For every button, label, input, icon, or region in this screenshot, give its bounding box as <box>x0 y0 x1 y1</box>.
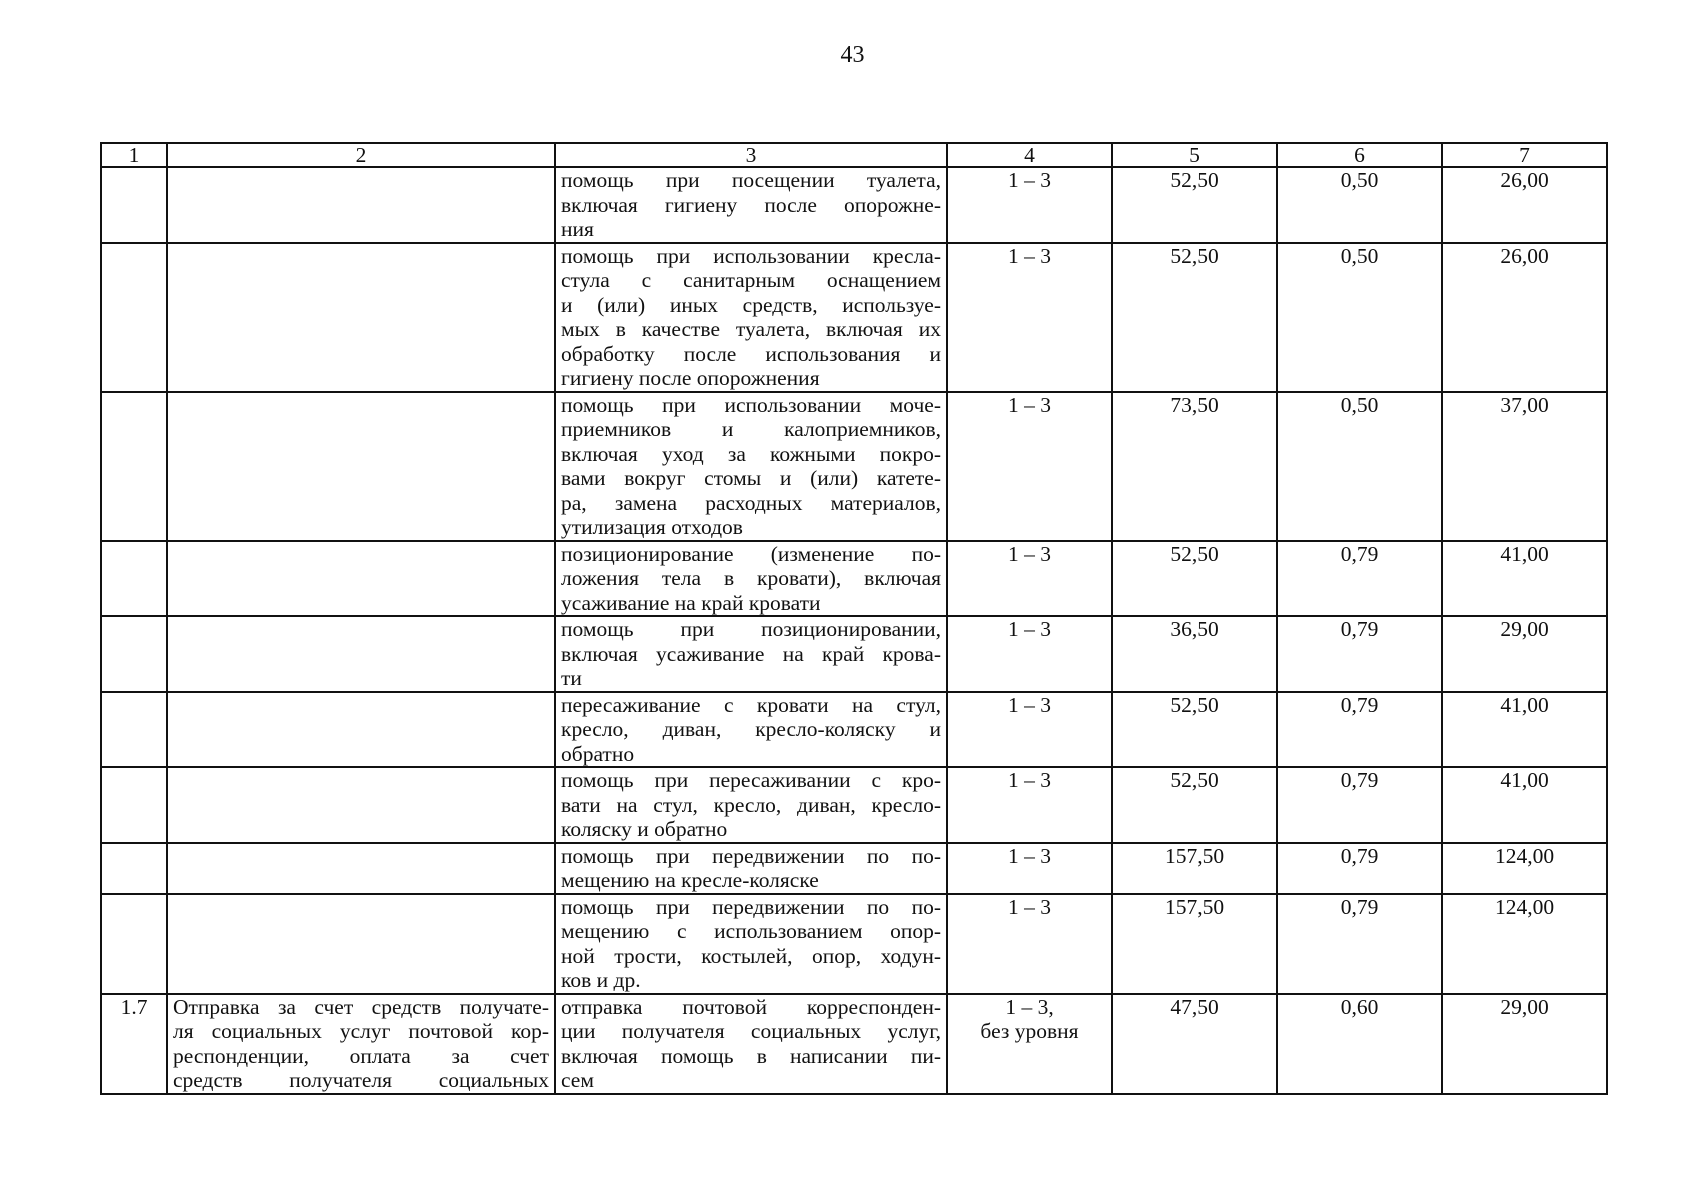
desc-line: вами вокруг стомы и (или) катете- <box>561 466 941 490</box>
desc-line: отправка почтовой корреспонден- <box>561 994 941 1019</box>
value-col-5: 52,50 <box>1112 541 1277 617</box>
level-cell: 1 – 3 <box>947 843 1112 894</box>
table-row <box>101 541 1607 617</box>
service-description <box>555 692 947 768</box>
value-col-6: 0,79 <box>1277 767 1442 843</box>
empty-name-cell <box>167 767 555 843</box>
header-col-6: 6 <box>1277 143 1442 167</box>
value-col-7: 37,00 <box>1442 392 1607 541</box>
service-description <box>555 994 947 1094</box>
empty-name-cell <box>167 541 555 617</box>
desc-line: вати на стул, кресло, диван, кресло- <box>561 792 941 817</box>
service-description <box>555 767 947 843</box>
table-row <box>101 894 1607 994</box>
empty-section-cell <box>101 167 167 243</box>
value-col-6: 0,79 <box>1277 894 1442 994</box>
value-col-5: 157,50 <box>1112 843 1277 894</box>
table-row <box>101 767 1607 843</box>
service-description <box>555 894 947 994</box>
value-col-7: 124,00 <box>1442 843 1607 894</box>
desc-line: ти <box>561 666 582 690</box>
desc-line: включая помощь в написании пи- <box>561 1043 941 1068</box>
desc-line: помощь при использовании кресла- <box>561 243 941 268</box>
services-table <box>100 142 1608 1095</box>
value-col-7: 26,00 <box>1442 167 1607 243</box>
desc-line: приемников и калоприемников, <box>561 417 941 441</box>
table-row <box>101 843 1607 894</box>
desc-line: пересаживание с кровати на стул, <box>561 692 941 717</box>
value-col-7: 124,00 <box>1442 894 1607 994</box>
name-line: средств получателя социальных <box>173 1068 549 1092</box>
header-col-3: 3 <box>555 143 947 167</box>
value-col-7: 29,00 <box>1442 616 1607 692</box>
service-description <box>555 167 947 243</box>
desc-line: позиционирование (изменение по- <box>561 541 941 566</box>
header-col-1: 1 <box>101 143 167 167</box>
level-line: без уровня <box>980 1019 1079 1043</box>
value-col-7: 41,00 <box>1442 692 1607 768</box>
desc-line: мых в качестве туалета, включая их <box>561 317 941 341</box>
value-col-5: 47,50 <box>1112 994 1277 1094</box>
desc-line: ложения тела в кровати), включая <box>561 566 941 590</box>
empty-name-cell <box>167 843 555 894</box>
table-row <box>101 616 1607 692</box>
level-cell: 1 – 3 <box>947 541 1112 617</box>
service-name <box>167 994 555 1094</box>
desc-line: ной трости, костылей, опор, ходун- <box>561 943 941 968</box>
desc-line: стула с санитарным оснащением <box>561 268 941 292</box>
empty-name-cell <box>167 243 555 392</box>
empty-name-cell <box>167 392 555 541</box>
level-cell: 1 – 3 <box>947 692 1112 768</box>
empty-name-cell <box>167 894 555 994</box>
desc-line: обработку после использования и <box>561 341 941 366</box>
desc-line: обратно <box>561 741 635 766</box>
value-col-7: 26,00 <box>1442 243 1607 392</box>
value-col-6: 0,79 <box>1277 541 1442 617</box>
value-col-6: 0,79 <box>1277 843 1442 894</box>
level-line: 1 – 3, <box>1005 994 1054 1019</box>
desc-line: помощь при пересаживании с кро- <box>561 768 941 792</box>
value-col-6: 0,60 <box>1277 994 1442 1094</box>
empty-section-cell <box>101 843 167 894</box>
empty-section-cell <box>101 692 167 768</box>
level-cell: 1 – 3 <box>947 894 1112 994</box>
value-col-7: 41,00 <box>1442 767 1607 843</box>
service-description <box>555 392 947 541</box>
value-col-5: 73,50 <box>1112 392 1277 541</box>
desc-line: усаживание на край кровати <box>561 590 821 615</box>
desc-line: включая гигиену после опорожне- <box>561 192 941 217</box>
desc-line: мещению на кресле-коляске <box>561 868 819 892</box>
level-cell <box>947 994 1112 1094</box>
name-line: ля социальных услуг почтовой кор- <box>173 1019 549 1043</box>
table-row <box>101 392 1607 541</box>
desc-line: ков и др. <box>561 968 641 992</box>
service-description <box>555 243 947 392</box>
empty-section-cell <box>101 243 167 392</box>
desc-line: и (или) иных средств, используе- <box>561 292 941 317</box>
desc-line: помощь при позиционировании, <box>561 617 941 641</box>
empty-section-cell <box>101 767 167 843</box>
desc-line: сем <box>561 1068 594 1092</box>
value-col-6: 0,50 <box>1277 167 1442 243</box>
desc-line: утилизация отходов <box>561 515 743 539</box>
header-col-4: 4 <box>947 143 1112 167</box>
desc-line: помощь при передвижении по по- <box>561 894 941 919</box>
desc-line: включая усаживание на край крова- <box>561 641 941 666</box>
value-col-5: 157,50 <box>1112 894 1277 994</box>
desc-line: кресло, диван, кресло-коляску и <box>561 717 941 741</box>
value-col-6: 0,50 <box>1277 392 1442 541</box>
header-col-7: 7 <box>1442 143 1607 167</box>
value-col-6: 0,79 <box>1277 692 1442 768</box>
table-row-1-7 <box>101 994 1607 1094</box>
table-row <box>101 167 1607 243</box>
level-cell: 1 – 3 <box>947 167 1112 243</box>
service-description <box>555 541 947 617</box>
value-col-5: 52,50 <box>1112 243 1277 392</box>
value-col-5: 52,50 <box>1112 767 1277 843</box>
table-row <box>101 692 1607 768</box>
value-col-6: 0,79 <box>1277 616 1442 692</box>
value-col-7: 41,00 <box>1442 541 1607 617</box>
level-cell: 1 – 3 <box>947 243 1112 392</box>
value-col-7: 29,00 <box>1442 994 1607 1094</box>
table-row <box>101 243 1607 392</box>
level-cell: 1 – 3 <box>947 392 1112 541</box>
desc-line: помощь при передвижении по по- <box>561 843 941 868</box>
header-col-5: 5 <box>1112 143 1277 167</box>
empty-section-cell <box>101 616 167 692</box>
value-col-6: 0,50 <box>1277 243 1442 392</box>
name-line: Отправка за счет средств получате- <box>173 994 549 1019</box>
desc-line: ции получателя социальных услуг, <box>561 1019 941 1043</box>
section-number: 1.7 <box>101 994 167 1094</box>
desc-line: мещению с использованием опор- <box>561 919 941 943</box>
service-description <box>555 843 947 894</box>
level-cell: 1 – 3 <box>947 616 1112 692</box>
value-col-5: 52,50 <box>1112 692 1277 768</box>
service-description <box>555 616 947 692</box>
desc-line: ния <box>561 217 594 241</box>
value-col-5: 52,50 <box>1112 167 1277 243</box>
page-number: 43 <box>840 42 865 68</box>
desc-line: коляску и обратно <box>561 817 728 841</box>
empty-section-cell <box>101 392 167 541</box>
empty-name-cell <box>167 167 555 243</box>
header-col-2: 2 <box>167 143 555 167</box>
desc-line: ра, замена расходных материалов, <box>561 490 941 515</box>
level-cell: 1 – 3 <box>947 767 1112 843</box>
empty-name-cell <box>167 692 555 768</box>
header-row <box>101 143 1607 167</box>
value-col-5: 36,50 <box>1112 616 1277 692</box>
empty-section-cell <box>101 541 167 617</box>
desc-line: помощь при посещении туалета, <box>561 168 941 192</box>
desc-line: включая уход за кожными покро- <box>561 441 941 466</box>
empty-section-cell <box>101 894 167 994</box>
desc-line: гигиену после опорожнения <box>561 366 820 390</box>
desc-line: помощь при использовании моче- <box>561 392 941 417</box>
empty-name-cell <box>167 616 555 692</box>
name-line: респонденции, оплата за счет <box>173 1043 549 1068</box>
